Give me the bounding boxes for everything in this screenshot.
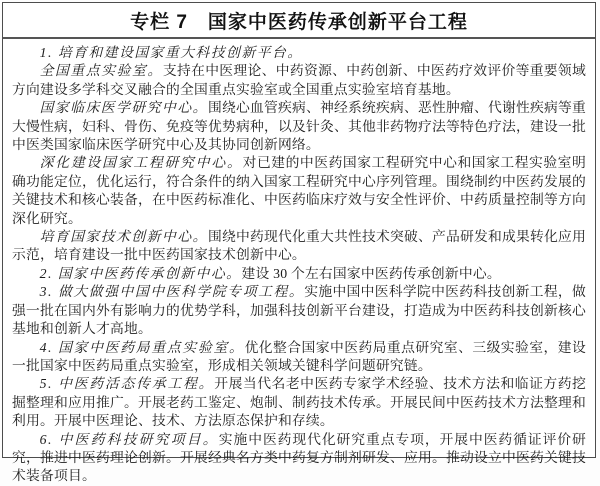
panel-title-row (3, 3, 595, 39)
paragraph-lead: 1. 培育和建设国家重大科技创新平台。 (39, 45, 303, 60)
paragraph-lead: 国家临床医学研究中心。 (39, 100, 208, 116)
paragraph-lead: 3. 做大做强中国中医科学院专项工程。 (39, 284, 305, 300)
paragraph (12, 62, 586, 99)
paragraph-text: 围绕心血管疾病、神经系统疾病、恶性肿瘤、代谢性疾病等重大慢性病，妇科、骨伤、免疫等优势病种，以及针灸、其他非药物疗法等特色疗法，建设一批中医类国家临床医学研究中心及其协同创新网络。 (12, 100, 587, 153)
paragraph (12, 228, 586, 265)
paragraph (12, 339, 586, 376)
paragraph (12, 44, 586, 62)
paragraph-text: 围绕中药现代化重大共性技术突破、产品研发和成果转化应用示范，培育建设一批中医药国家技术创新中心。 (12, 229, 587, 263)
paragraph-lead: 6. 中医药科技研究项目。 (39, 431, 219, 447)
paragraph-lead: 全国重点实验室。 (39, 63, 163, 79)
paragraph-lead: 4. 国家中医药局重点实验室。 (39, 339, 245, 355)
paragraph (12, 154, 586, 228)
paragraph (12, 375, 586, 430)
paragraph-text: 支持在中医理论、中药资源、中药创新、中医药疗效评价等重要领域方向建设多学科交叉融合的全国重点实验室或全国重点实验室培育基地。 (12, 63, 587, 97)
panel-body (3, 39, 595, 486)
paragraph-text: 建设 30 个左右国家中医药传承创新中心。 (241, 265, 501, 281)
paragraph-text: 实施中国中医科学院中医药科技创新工程，做强一批在国内外有影响力的优势学科，加强科技创新平台建设，打造成为中医药科技创新核心基地和创新人才高地。 (12, 284, 587, 337)
panel-title: 专栏 7 国家中医药传承创新平台工程 (130, 11, 468, 33)
document-panel (2, 2, 596, 484)
paragraph-lead: 深化建设国家工程研究中心。 (39, 155, 243, 171)
paragraph-text: 对已建的中医药国家工程研究中心和国家工程实验室明确功能定位，优化运行，符合条件的纳入国家工程研究中心序列管理。围绕制约中医药发展的关键技术和核心装备，在中医药标准化、中医药临床疗效与安全性评价、中药质量控制等方向深化研究。 (12, 155, 586, 226)
paragraph-lead: 2. 国家中医药传承创新中心。 (39, 265, 242, 281)
paragraph (12, 431, 586, 486)
paragraph (12, 283, 586, 338)
paragraph-text: 开展当代名老中医药专家学术经验、技术方法和临证方药挖掘整理和应用推广。开展老药工鉴定、炮制、制药技术传承。开展民间中医药技术方法整理和利用。开展中医理论、技术、方法原态保护和存续。 (12, 376, 587, 429)
paragraph-lead: 培育国家技术创新中心。 (39, 229, 208, 245)
paragraph-text: 实施中医药现代化研究重点专项，开展中医药循证评价研究，推进中医药理论创新。开展经典名方类中药复方制剂研发、应用。推动设立中医药关键技术装备项目。 (12, 431, 587, 484)
paragraph (12, 265, 586, 283)
paragraph (12, 99, 586, 154)
paragraph-lead: 5. 中医药活态传承工程。 (39, 376, 215, 392)
paragraph-text: 优化整合国家中医药局重点研究室、三级实验室，建设一批国家中医药局重点实验室，形成相关领域关键科学问题研究链。 (12, 339, 586, 373)
